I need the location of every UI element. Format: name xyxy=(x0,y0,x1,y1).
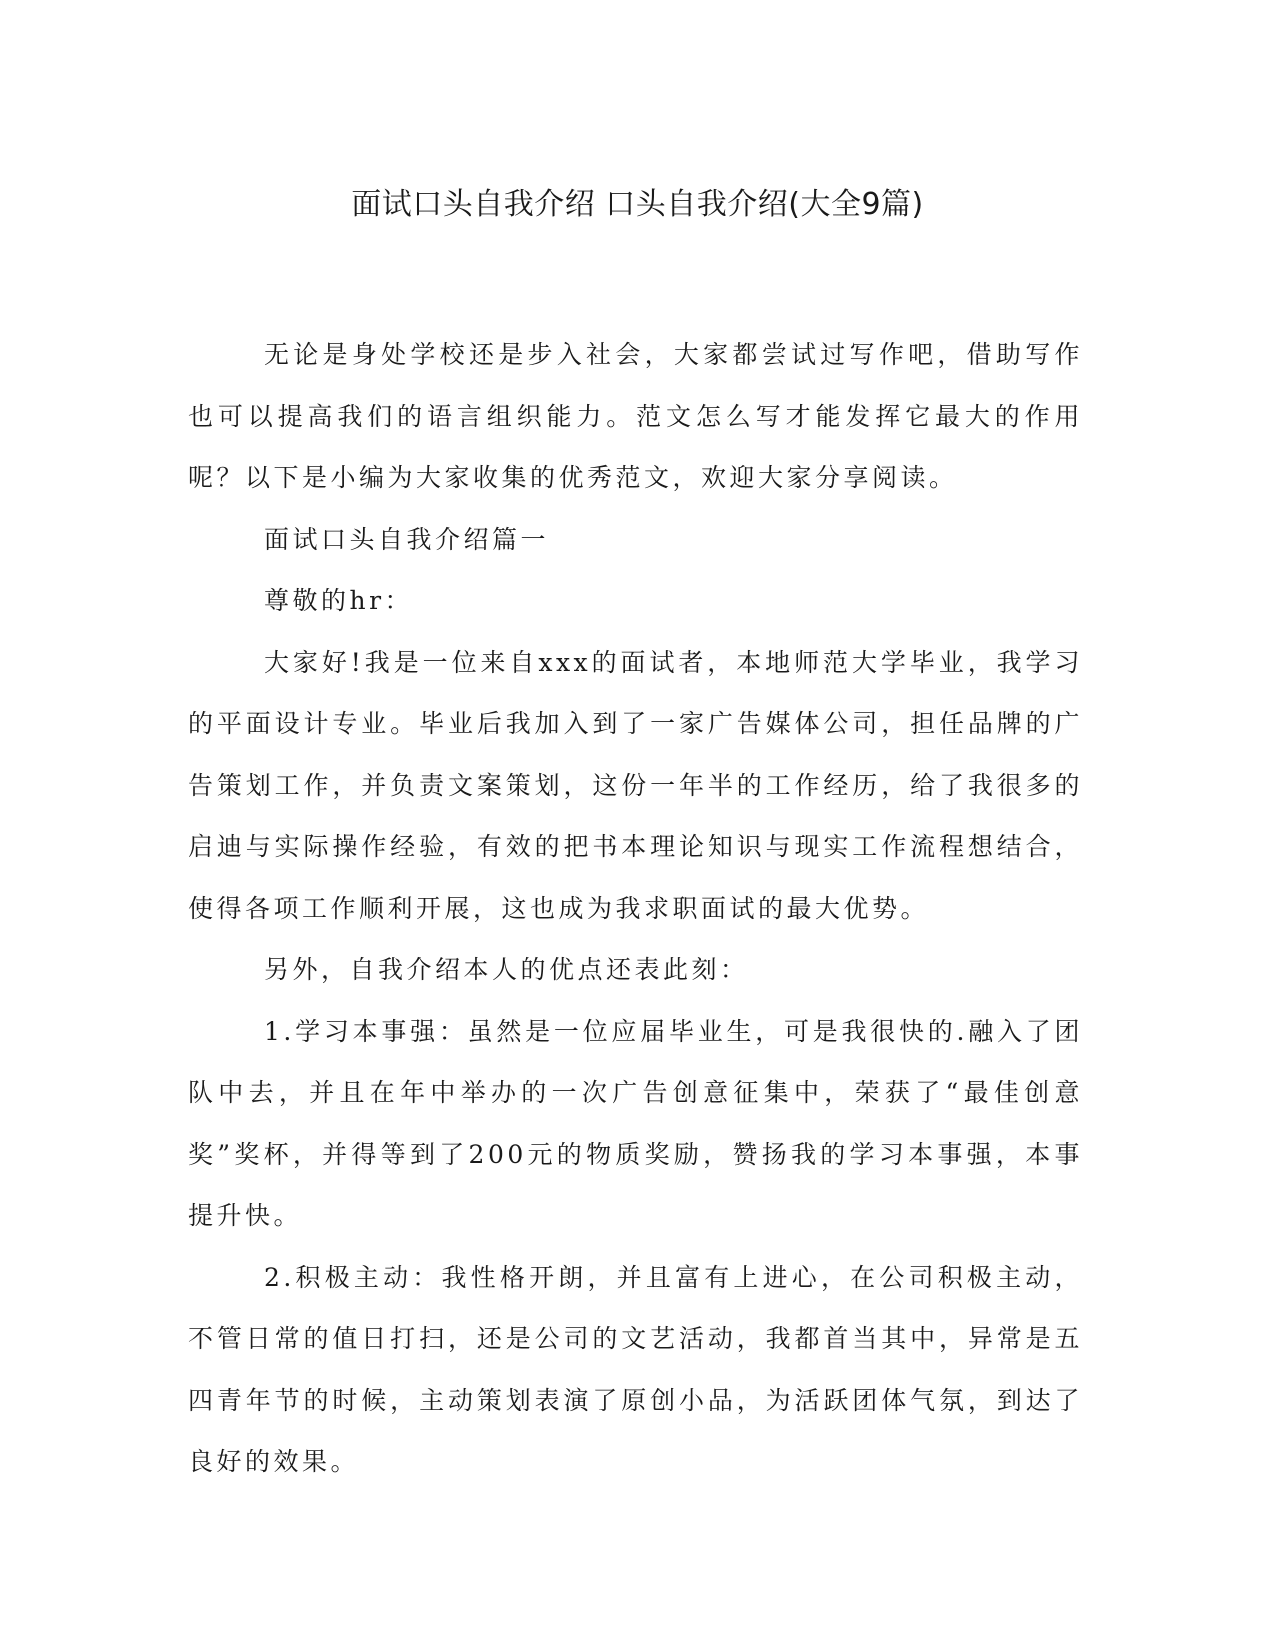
paragraph-point-1: 1.学习本事强：虽然是一位应届毕业生，可是我很快的.融入了团队中去，并且在年中举办的一次广告创意征集中，荣获了“最佳创意奖”奖杯，并得等到了200元的物质奖励，赞扬我的学习本事强，本事提升快。 xyxy=(188,1016,1083,1230)
paragraph-greeting: 大家好!我是一位来自xxx的面试者，本地师范大学毕业，我学习的平面设计专业。毕业后我加入到了一家广告媒体公司，担任品牌的广告策划工作，并负责文案策划，这份一年半的工作经历，给了我很多的启迪与实际操作经验，有效的把书本理论知识与现实工作流程想结合，使得各项工作顺利开展，这也成为我求职面试的最大优势。 xyxy=(188,647,1083,923)
paragraph-strengths-intro: 另外，自我介绍本人的优点还表此刻： xyxy=(264,955,749,984)
section-heading: 面试口头自我介绍篇一 xyxy=(264,524,550,554)
salutation: 尊敬的hr： xyxy=(264,586,414,615)
paragraph-intro: 无论是身处学校还是步入社会，大家都尝试过写作吧，借助写作也可以提高我们的语言组织能力。范文怎么写才能发挥它最大的作用呢？以下是小编为大家收集的优秀范文，欢迎大家分享阅读。 xyxy=(188,340,1083,492)
paragraph-point-2: 2.积极主动：我性格开朗，并且富有上进心，在公司积极主动，不管日常的值日打扫，还是公司的文艺活动，我都首当其中，异常是五四青年节的时候，主动策划表演了原创小品，为活跃团体气氛，到达了良好的效果。 xyxy=(188,1262,1083,1476)
document-title: 面试口头自我介绍 口头自我介绍(大全9篇) xyxy=(351,187,924,222)
document-body xyxy=(188,324,1083,1493)
